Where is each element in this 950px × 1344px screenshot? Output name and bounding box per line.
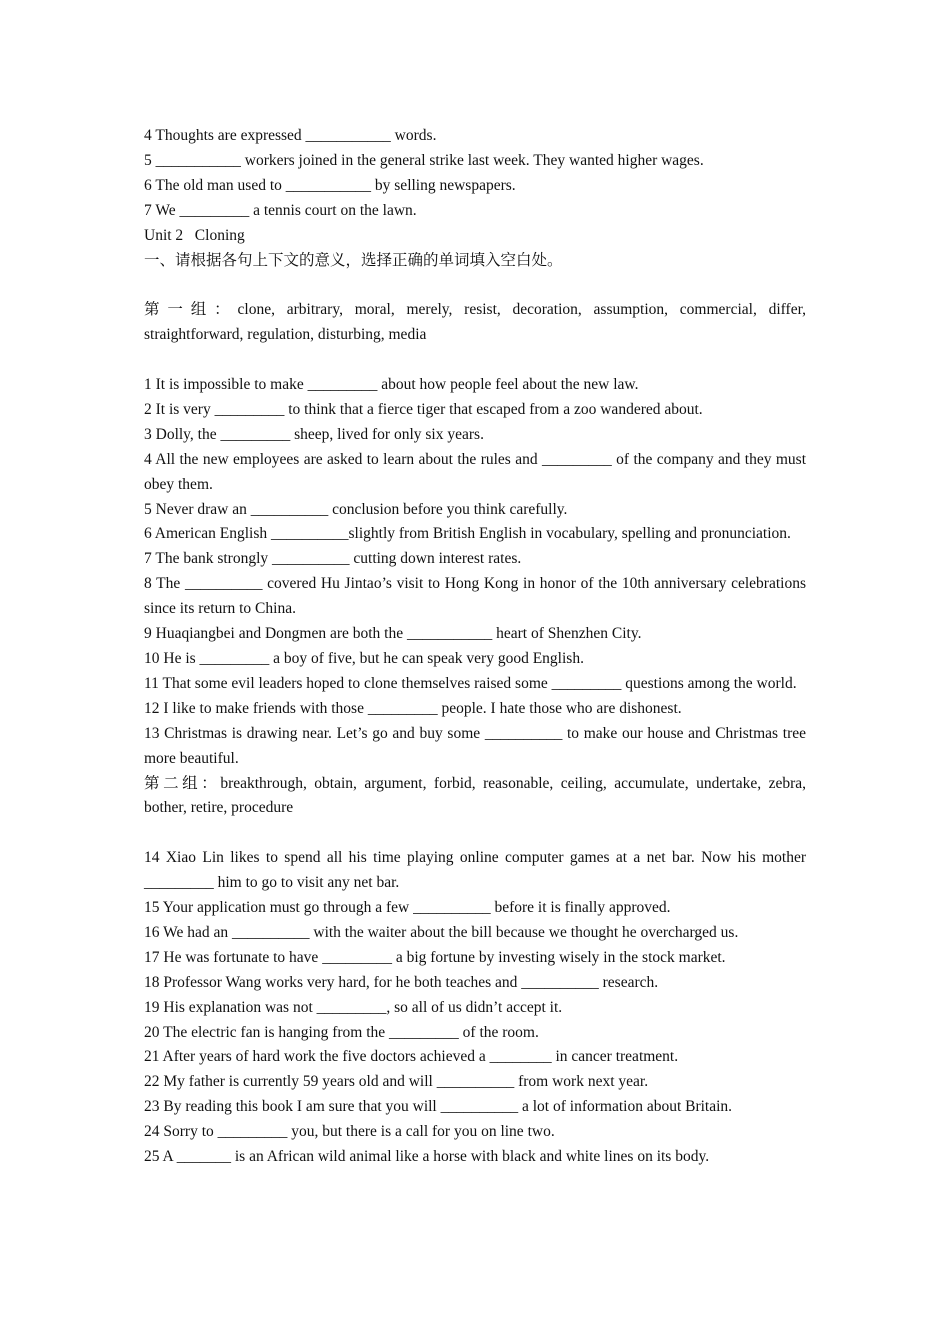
question-19: 19 His explanation was not _________, so all of us didn’t accept it. [144, 998, 563, 1016]
group1-word-bank: 第一组：clone, arbitrary, moral, merely, resist, decoration, assumption, commercial, differ, straightforward, regulation, disturbing, media [144, 301, 806, 344]
exercise-item-5: 5 ___________ workers joined in the general strike last week. They wanted higher wages. [144, 151, 704, 169]
question-21: 21 After years of hard work the five doctors achieved a ________ in cancer treatment. [144, 1048, 679, 1066]
unit-title: Unit 2 Cloning [144, 226, 245, 244]
exercise-item-7: 7 We _________ a tennis court on the lawn. [144, 201, 417, 219]
exercise-item-4: 4 Thoughts are expressed ___________ words. [144, 127, 437, 144]
question-18: 18 Professor Wang works very hard, for he both teaches and __________ research. [144, 973, 659, 991]
question-10: 10 He is _________ a boy of five, but he can speak very good English. [144, 650, 584, 667]
question-11: 11 That some evil leaders hoped to clone themselves raised some _________ questions among the world. [144, 674, 797, 692]
question-1: 1 It is impossible to make _________ about how people feel about the new law. [144, 376, 639, 394]
question-15: 15 Your application must go through a few __________ before it is finally approved. [144, 899, 671, 917]
question-25: 25 A _______ is an African wild animal like a horse with black and white lines on its body. [144, 1148, 710, 1166]
spacer [144, 348, 806, 373]
question-4: 4 All the new employees are asked to learn about the rules and _________ of the company and they must obey them. [144, 450, 806, 493]
section-instruction: 一、请根据各句上下文的意义，选择正确的单词填入空白处。 [144, 251, 563, 269]
spacer [144, 273, 806, 298]
question-2: 2 It is very _________ to think that a fierce tiger that escaped from a zoo wandered about. [144, 400, 703, 418]
question-14: 14 Xiao Lin likes to spend all his time playing online computer games at a net bar. Now his mother _________ him to go to visit any net bar. [144, 849, 806, 892]
question-8: 8 The __________ covered Hu Jintao’s visit to Hong Kong in honor of the 10th anniversary celebrations since its return to China. [144, 575, 806, 618]
spacer [144, 821, 806, 846]
question-5: 5 Never draw an __________ conclusion before you think carefully. [144, 500, 568, 518]
exercise-item-6: 6 The old man used to ___________ by selling newspapers. [144, 176, 516, 194]
question-6: 6 American English __________slightly from British English in vocabulary, spelling and pronunciation. [144, 525, 791, 543]
question-24: 24 Sorry to _________ you, but there is a call for you on line two. [144, 1123, 555, 1141]
question-22: 22 My father is currently 59 years old and will __________ from work next year. [144, 1073, 649, 1091]
question-17: 17 He was fortunate to have _________ a big fortune by investing wisely in the stock market. [144, 948, 726, 966]
question-23: 23 By reading this book I am sure that you will __________ a lot of information about Britain. [144, 1098, 733, 1116]
question-12: 12 I like to make friends with those _________ people. I hate those who are dishonest. [144, 699, 682, 717]
question-9: 9 Huaqiangbei and Dongmen are both the ___________ heart of Shenzhen City. [144, 625, 642, 643]
group2-word-bank: 第二组：breakthrough, obtain, argument, forbid, reasonable, ceiling, accumulate, undertake, zebra, bother, retire, procedure [144, 774, 806, 817]
document-page [144, 124, 806, 1170]
question-16: 16 We had an __________ with the waiter about the bill because we thought he overcharged us. [144, 923, 739, 941]
question-3: 3 Dolly, the _________ sheep, lived for only six years. [144, 425, 484, 443]
question-13: 13 Christmas is drawing near. Let’s go and buy some __________ to make our house and Christmas tree more beautiful. [144, 724, 806, 767]
question-20: 20 The electric fan is hanging from the _________ of the room. [144, 1023, 539, 1041]
question-7: 7 The bank strongly __________ cutting down interest rates. [144, 550, 522, 568]
